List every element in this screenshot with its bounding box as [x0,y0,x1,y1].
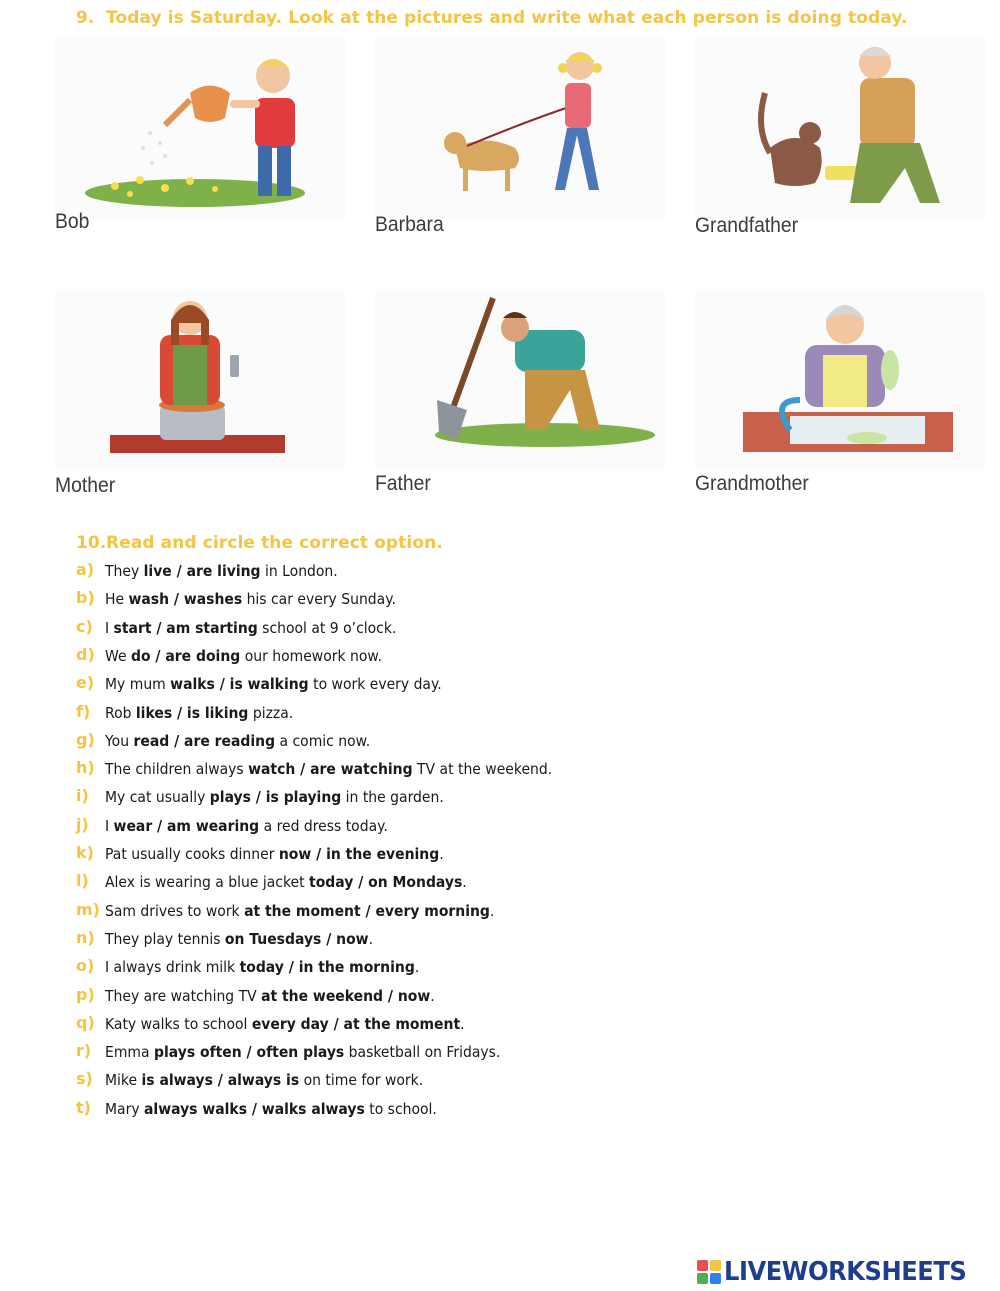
item-letter: p) [76,984,95,1004]
sentence-text: in London. [260,562,338,580]
logo-block [697,1260,708,1271]
item-letter: g) [76,729,95,749]
sentence-text: I [105,618,114,637]
section-10-instruction: Read and circle the correct option. [106,533,443,553]
sentence-text: on time for work. [299,1071,424,1090]
sentence-text: Katy walks to school [105,1014,252,1033]
sentence-text: I [105,816,114,835]
option-choice[interactable]: plays / is playing [209,788,342,807]
sentence-text: a comic now. [275,731,371,750]
sentence-text: in the garden. [341,788,444,807]
item-sentence [105,958,419,976]
section-10-number: 10. [76,533,107,553]
item-letter: s) [76,1069,93,1089]
option-choice[interactable]: likes / is liking [135,703,249,722]
picture-bob [55,38,345,218]
sentence-text: his car every Sunday. [242,590,396,609]
item-letter: e) [76,673,95,693]
option-choice[interactable]: today / on Mondays [309,873,463,892]
sentence-text: We [105,646,131,665]
item-sentence [105,619,396,637]
name-mother: Mother [55,474,116,497]
sentence-text: . [414,958,420,977]
option-choice[interactable]: live / are living [143,562,261,580]
sentence-text: You [105,731,134,750]
logo-block [697,1273,708,1284]
sentence-text: to school. [364,1099,437,1118]
option-choice[interactable]: on Tuesdays / now [224,929,369,948]
item-letter: j) [76,814,89,834]
option-choice[interactable]: at the weekend / now [261,986,431,1005]
option-choice[interactable]: today / in the morning [239,958,415,977]
option-choice[interactable]: at the moment / every morning [244,901,490,920]
sentence-text: I always drink milk [105,958,240,977]
name-grandfather: Grandfather [695,214,799,237]
option-choice[interactable]: read / are reading [133,731,276,750]
sentence-text: My mum [105,675,171,694]
item-sentence [105,732,370,750]
option-choice[interactable]: do / are doing [130,646,241,665]
logo-text: LIVEWORKSHEETS [724,1257,967,1287]
picture-father [375,290,665,470]
option-choice[interactable]: always walks / walks always [144,1099,365,1118]
item-sentence [105,930,373,948]
section-9-instruction: Today is Saturday. Look at the pictures and write what each person is doing today. [106,8,908,28]
item-letter: l) [76,871,89,891]
item-sentence [105,1071,423,1089]
item-sentence [105,704,293,722]
sentence-text: pizza. [248,703,294,722]
sentence-text: Sam drives to work [105,901,245,920]
sentence-text: The children always [105,760,249,779]
logo-block [710,1273,721,1284]
sentence-text: They are watching TV [105,986,262,1005]
name-father: Father [375,472,431,495]
section-9-heading [76,8,908,28]
option-choice[interactable]: is always / always is [141,1071,300,1090]
sentence-text: our homework now. [240,646,382,665]
sentence-text: TV at the weekend. [412,760,553,779]
sentence-text: They [105,562,144,580]
item-sentence [105,1015,465,1033]
picture-barbara [375,38,665,218]
item-letter: o) [76,956,95,976]
item-sentence [105,1043,500,1061]
item-sentence [105,1100,437,1118]
item-sentence [105,788,444,806]
item-letter: f) [76,701,91,721]
item-sentence [105,675,442,693]
item-sentence [105,817,388,835]
sentence-text: . [368,929,374,948]
liveworksheets-logo[interactable] [697,1257,985,1287]
option-choice[interactable]: start / am starting [113,618,258,637]
item-letter: k) [76,843,94,862]
item-letter: t) [76,1097,91,1117]
sentence-text: Emma [105,1043,154,1062]
name-bob: Bob [55,210,90,233]
section-9-number: 9. [76,8,95,28]
sentence-text: . [462,873,467,892]
item-sentence [105,647,382,665]
name-barbara: Barbara [375,213,444,236]
option-choice[interactable]: walks / is walking [170,675,309,694]
item-letter: b) [76,588,95,608]
sentence-text: . [430,986,435,1005]
sentence-text: They play tennis [105,929,225,948]
sentence-text: Mike [105,1071,142,1090]
sentence-text: a red dress today. [259,816,388,835]
item-letter: r) [76,1041,92,1061]
sentence-text: basketball on Fridays. [344,1043,501,1062]
picture-mother [55,290,345,470]
sentence-text: Rob [105,703,136,722]
item-letter: d) [76,644,95,664]
sentence-text: . [489,901,495,920]
item-sentence [105,845,444,863]
item-sentence [105,987,435,1005]
sentence-text: He [105,590,129,609]
option-choice[interactable]: every day / at the moment [251,1014,461,1033]
name-grandmother: Grandmother [695,472,809,495]
sentence-text: . [460,1014,465,1033]
option-choice[interactable]: wash / washes [128,590,243,609]
item-letter: m) [76,899,100,919]
option-choice[interactable]: wear / am wearing [113,816,260,835]
item-sentence [105,562,338,580]
option-choice[interactable]: now / in the evening [278,845,440,863]
sentence-text: . [439,845,444,863]
item-letter: a) [76,560,95,579]
item-letter: n) [76,927,95,947]
picture-grandmother [695,290,985,470]
picture-grandfather [695,38,985,218]
logo-block [710,1260,721,1271]
section-10-heading [76,533,443,553]
item-letter: i) [76,786,89,806]
option-choice[interactable]: plays often / often plays [153,1043,345,1062]
sentence-text: to work every day. [308,675,442,694]
option-choice[interactable]: watch / are watching [248,760,413,779]
logo-blocks-icon [697,1260,721,1284]
sentence-text: Pat usually cooks dinner [105,845,279,863]
sentence-text: Alex is wearing a blue jacket [105,873,310,892]
item-letter: c) [76,616,93,636]
item-letter: h) [76,758,95,778]
sentence-text: Mary [105,1099,145,1118]
item-sentence [105,873,467,891]
item-letter: q) [76,1012,95,1032]
sentence-text: school at 9 o’clock. [257,618,397,637]
sentence-text: My cat usually [105,788,210,807]
item-sentence [105,590,396,608]
item-sentence [105,902,494,920]
item-sentence [105,760,552,778]
